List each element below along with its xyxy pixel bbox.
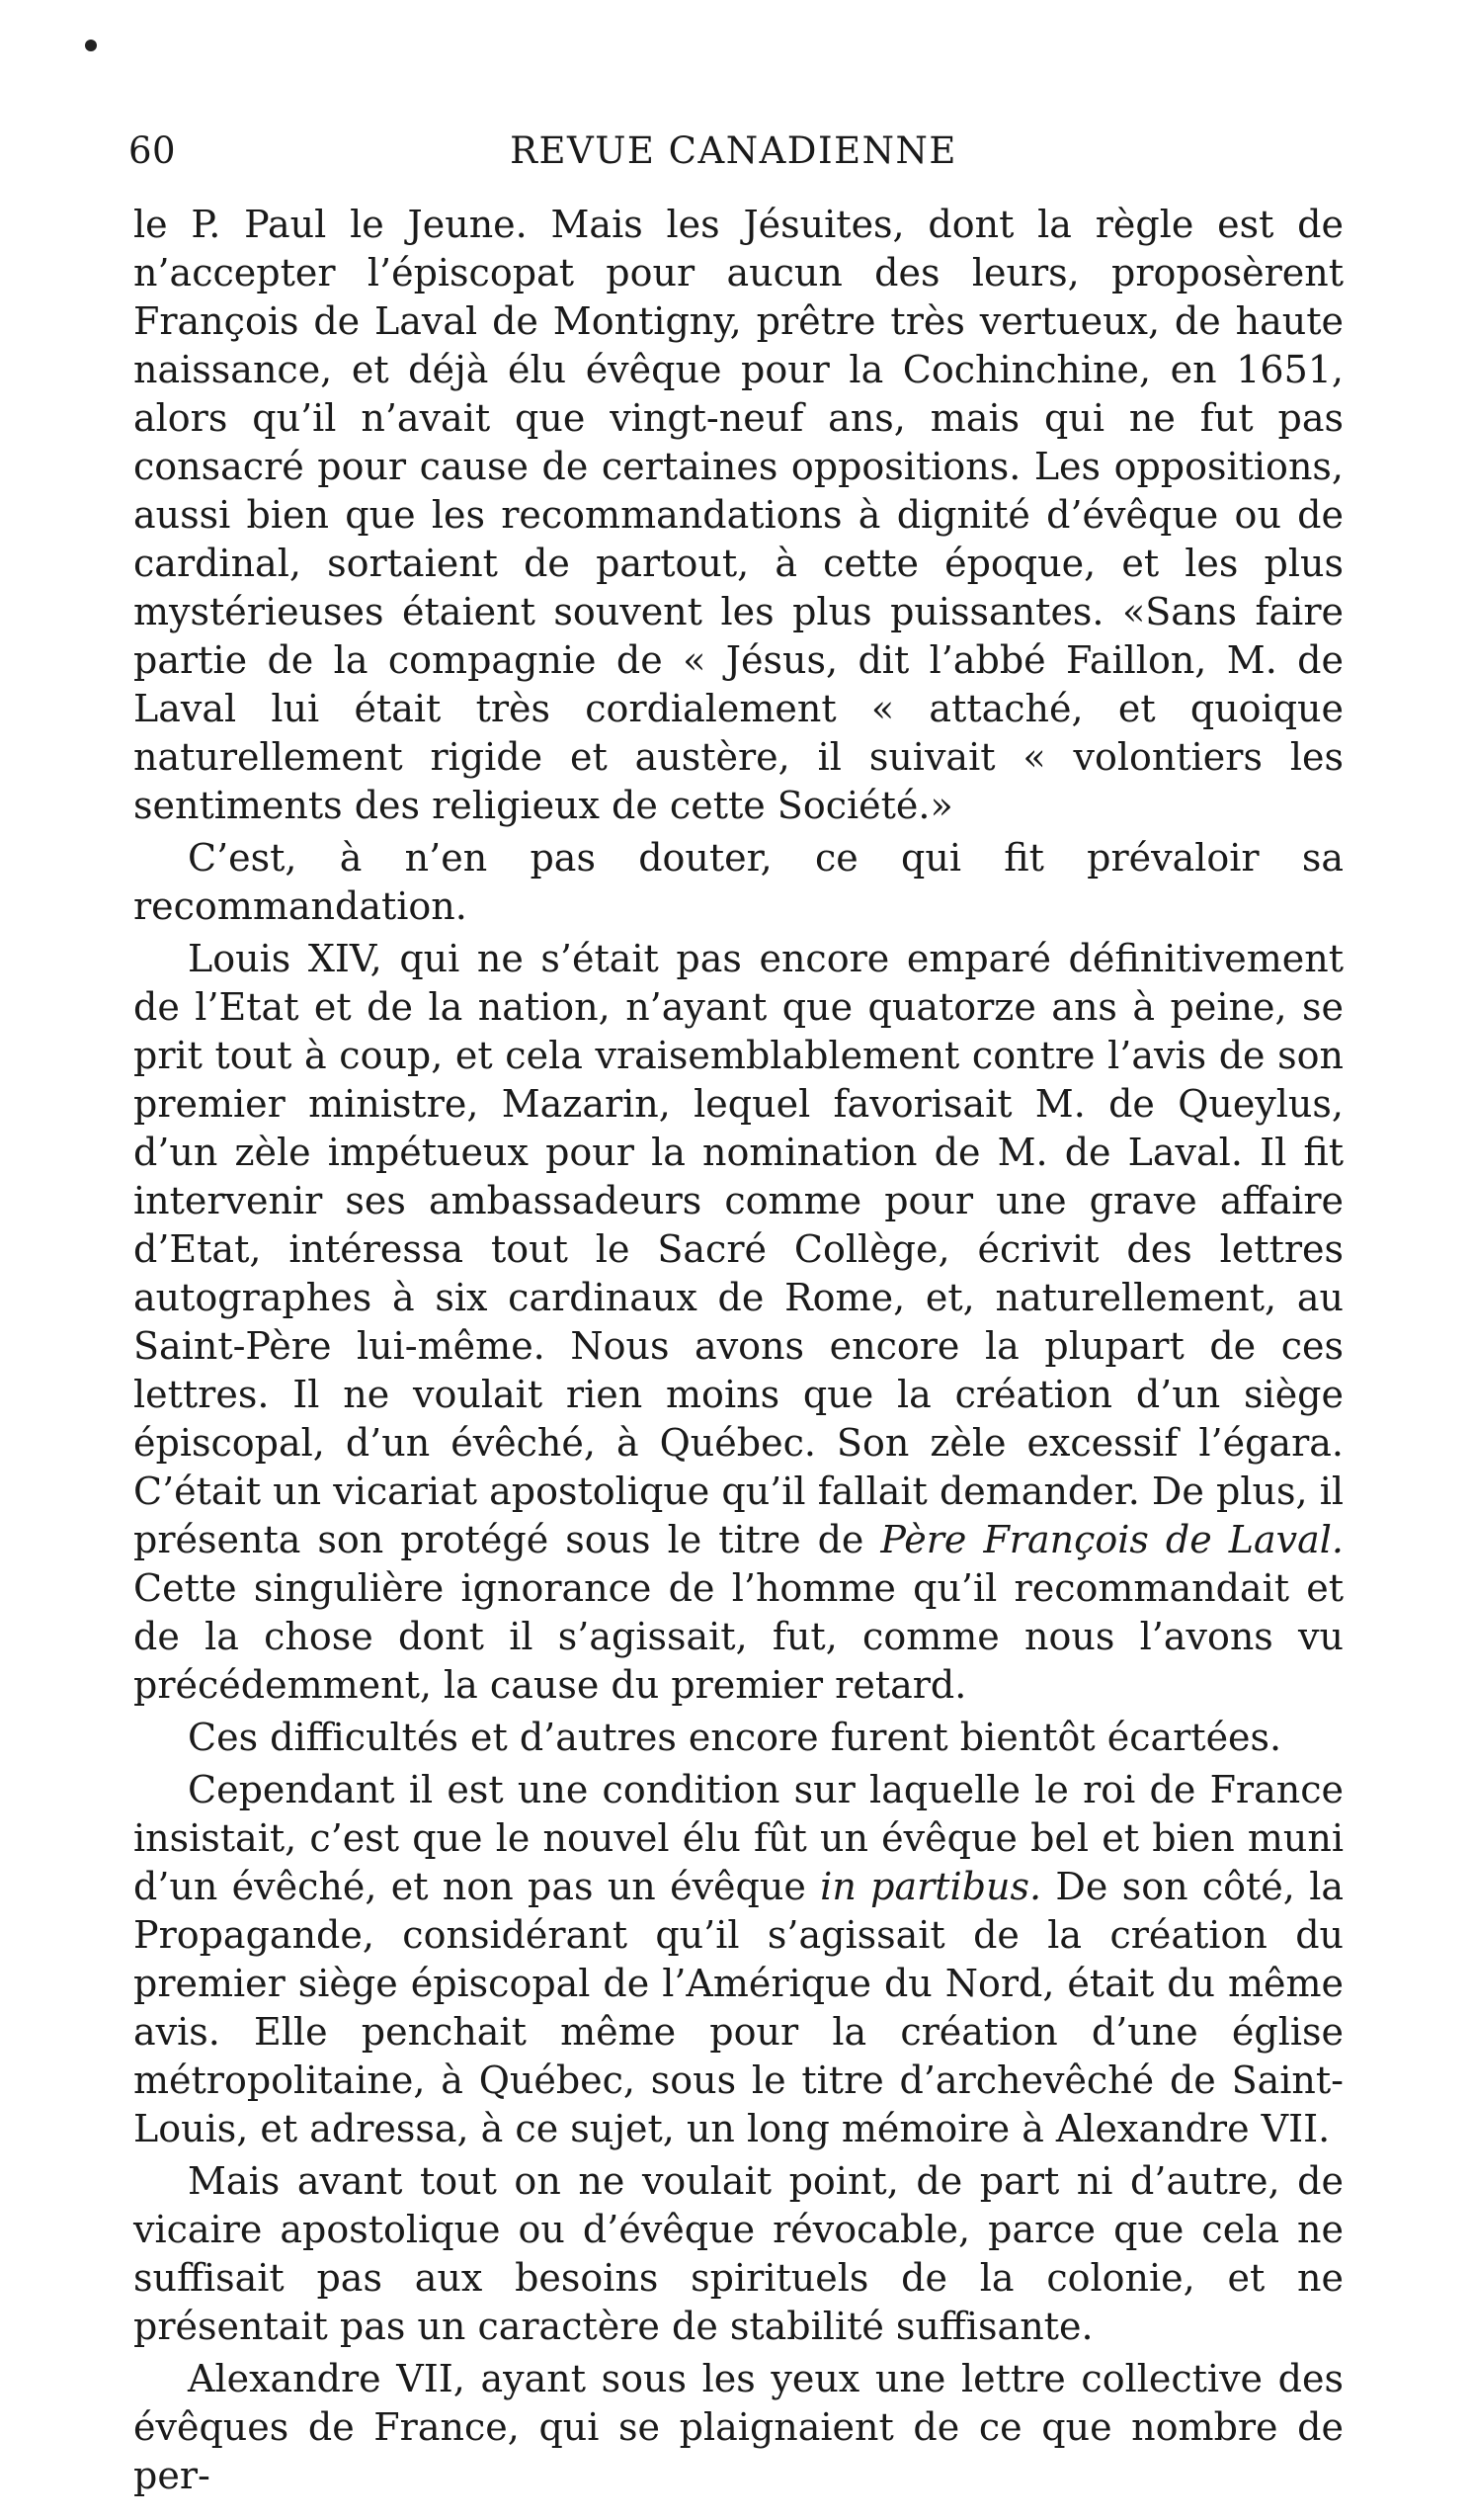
paragraph <box>133 1714 1344 1762</box>
paragraph <box>133 834 1344 931</box>
paragraph <box>133 2157 1344 2351</box>
paragraph <box>133 2355 1344 2500</box>
text-segment: Cependant il est une condition sur laquelle le roi de France insistait, c’est que le nouvel élu fût un évêque bel et bien muni d’un évêché, et non pas un évêque <box>133 1768 1344 1908</box>
text-segment: Ces difficultés et d’autres encore furent bientôt écartées. <box>188 1716 1282 1759</box>
text-segment: le P. Paul le Jeune. Mais les Jésuites, dont la règle est de n’accepter l’épiscopat pour aucun des leurs, proposèrent François de Laval de Montigny, prêtre très vertueux, de haute naissance, et déjà élu évêque pour la Cochinchine, en 1651, alors qu’il n’avait que vingt-neuf ans, mais qui ne fut pas consacré pour cause de certaines oppositions. Les oppositions, aussi bien que les recommandations à dignité d’évêque ou de cardinal, sortaient de partout, à cette époque, et les plus mystérieuses étaient souvent les plus puissantes. «Sans faire partie de la compagnie de « Jésus, dit l’abbé Faillon, M. de Laval lui était très cordialement « attaché, et quoique naturellement rigide et austère, il suivait « volontiers les sentiments des religieux de cette Société.» <box>133 203 1344 827</box>
paragraph <box>133 935 1344 1710</box>
page-number: 60 <box>128 129 177 172</box>
text-segment: De son côté, la Propagande, considérant qu’il s’agissait de la création du premier siège épiscopal de l’Amérique du Nord, était du même avis. Elle penchait même pour la création d’une église métropolitaine, à Québec, sous le titre d’archevêché de Saint-Louis, et adressa, à ce sujet, un long mémoire à Alexandre VII. <box>133 1865 1345 2150</box>
text-segment: Louis XIV, qui ne s’était pas encore emparé définitivement de l’Etat et de la nation, n’ayant que quatorze ans à peine, se prit tout à coup, et cela vraisemblablement contre l’avis de son premier ministre, Mazarin, lequel favorisait M. de Queylus, d’un zèle impétueux pour la nomination de M. de Laval. Il fit intervenir ses ambassadeurs comme pour une grave affaire d’Etat, intéressa tout le Sacré Collège, écrivit des lettres autographes à six cardinaux de Rome, et, naturellement, au Saint-Père lui-même. Nous avons encore la plupart de ces lettres. Il ne voulait rien moins que la création d’un siège épiscopal, d’un évêché, à Québec. Son zèle excessif l’égara. C’était un vicariat apostolique qu’il fallait demander. De plus, il présenta son protégé sous le titre de <box>133 937 1344 1561</box>
text-segment: C’est, à n’en pas douter, ce qui fit prévaloir sa recommandation. <box>133 836 1344 928</box>
ink-dot-mark <box>85 40 97 51</box>
italic-title: Père François de Laval. <box>880 1518 1344 1561</box>
italic-term: in partibus. <box>820 1865 1042 1908</box>
running-head <box>128 117 1339 186</box>
body-text <box>133 201 1344 2500</box>
paragraph-continuation <box>133 201 1344 830</box>
text-segment: Mais avant tout on ne voulait point, de part ni d’autre, de vicaire apostolique ou d’évêque révocable, parce que cela ne suffisait pas aux besoins spirituels de la colonie, et ne présentait pas un caractère de stabilité suffisante. <box>133 2159 1344 2348</box>
paragraph <box>133 1766 1344 2153</box>
text-segment: Cette singulière ignorance de l’homme qu’il recommandait et de la chose dont il s’agissait, fut, comme nous l’avons vu précédemment, la cause du premier retard. <box>133 1566 1344 1707</box>
journal-title: REVUE CANADIENNE <box>510 129 957 172</box>
text-segment: Alexandre VII, ayant sous les yeux une lettre collective des évêques de France, qui se plaignaient de ce que nombre de per- <box>133 2357 1344 2497</box>
